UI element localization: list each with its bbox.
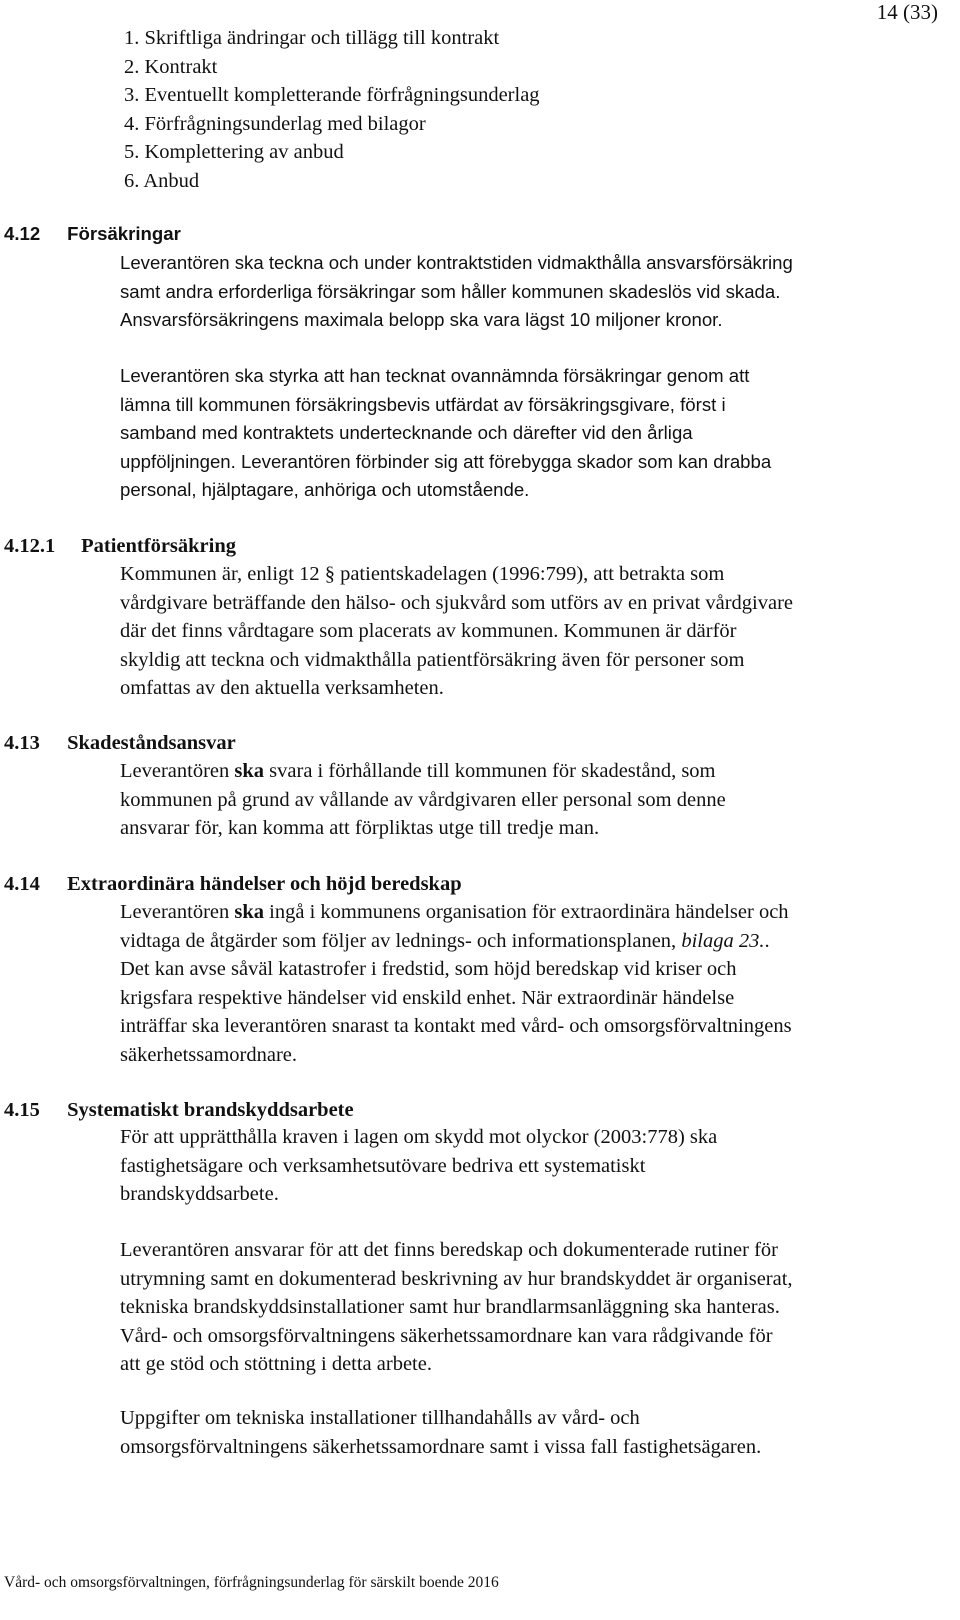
text-line: inträffar ska leverantören snarast ta kontakt med vård- och omsorgsförvaltningens — [120, 1015, 792, 1037]
text-run: svara i förhållande till kommunen för skadestånd, som — [264, 760, 716, 782]
text-line: krigsfara respektive händelser vid enskild enhet. När extraordinär händelse — [120, 986, 735, 1009]
section-title: Patientförsäkring — [81, 535, 236, 557]
section-heading-4-12 — [4, 220, 181, 248]
text-line: att ge stöd och stöttning i detta arbete. — [120, 1353, 432, 1375]
bold-text: ska — [234, 760, 265, 782]
paragraph-fire-safety-2 — [120, 1236, 940, 1379]
paragraph-patient-insurance — [120, 560, 940, 703]
section-heading-4-14 — [4, 870, 462, 898]
paragraph-insurance-2 — [120, 362, 940, 505]
bold-text: ska — [234, 901, 265, 923]
text-line: Leverantören ska teckna och under kontraktstiden vidmakthålla ansvarsförsäkring — [120, 252, 793, 273]
text-line — [120, 898, 940, 927]
section-title: Extraordinära händelser och höjd beredskap — [67, 873, 462, 895]
text-line: utrymning samt en dokumenterad beskrivning av hur brandskyddet är organiserat, — [120, 1267, 793, 1290]
text-line: Det kan avse såväl katastrofer i fredstid, som höjd beredskap vid kriser och — [120, 958, 737, 980]
text-line: Kommunen är, enligt 12 § patientskadelagen (1996:799), att betrakta som — [120, 563, 725, 585]
section-heading-4-12-1 — [4, 532, 236, 560]
text-run: vidtaga de åtgärder som följer av lednings- och informationsplanen, — [120, 929, 682, 952]
text-line: Ansvarsförsäkringens maximala belopp ska vara lägst 10 miljoner kronor. — [120, 309, 723, 330]
page-footer: Vård- och omsorgsförvaltningen, förfrågningsunderlag för särskilt boende 2016 — [4, 1574, 499, 1591]
text-line: Leverantören ska styrka att han tecknat ovannämnda försäkringar genom att — [120, 365, 750, 386]
list-item: 4. Förfrågningsunderlag med bilagor — [124, 112, 426, 135]
paragraph-fire-safety-3 — [120, 1404, 940, 1461]
list-item: 6. Anbud — [124, 169, 200, 192]
section-number: 4.13 — [4, 732, 40, 754]
document-list — [124, 24, 540, 195]
section-title: Skadeståndsansvar — [67, 732, 236, 754]
text-line: tekniska brandskyddsinstallationer samt hur brandlarmsanläggning ska hanteras. — [120, 1296, 780, 1318]
list-item: 3. Eventuellt kompletterande förfrågningsunderlag — [124, 84, 540, 106]
text-run: Leverantören — [120, 760, 235, 782]
paragraph-fire-safety-1 — [120, 1123, 940, 1209]
text-line: samband med kontraktets undertecknande och därefter vid den årliga — [120, 422, 693, 443]
text-line: kommunen på grund av vållande av vårdgivaren eller personal som denne — [120, 788, 726, 811]
text-line: säkerhetssamordnare. — [120, 1043, 298, 1066]
list-item: 1. Skriftliga ändringar och tillägg till kontrakt — [124, 27, 500, 49]
italic-text: bilaga 23. — [681, 929, 765, 952]
list-item: 2. Kontrakt — [124, 55, 218, 78]
text-line: lämna till kommunen försäkringsbevis utfärdat av försäkringsgivare, först i — [120, 393, 726, 415]
text-line: Vård- och omsorgsförvaltningens säkerhetssamordnare kan vara rådgivande för — [120, 1324, 773, 1347]
text-run: . — [764, 929, 770, 952]
text-run: ingå i kommunens organisation för extraordinära händelser och — [264, 901, 789, 923]
text-line: där det finns vårdtagare som placerats av kommunen. Kommunen är därför — [120, 620, 737, 642]
text-line: brandskyddsarbete. — [120, 1183, 279, 1205]
text-line: uppföljningen. Leverantören förbinder sig att förebygga skador som kan drabba — [120, 450, 772, 472]
section-title: Försäkringar — [67, 223, 181, 244]
text-line — [120, 927, 940, 956]
page-number: 14 (33) — [876, 0, 938, 24]
text-line: samt andra erforderliga försäkringar som håller kommunen skadeslös vid skada. — [120, 280, 781, 302]
text-line: fastighetsägare och verksamhetsutövare bedriva ett systematiskt — [120, 1154, 646, 1177]
text-line: För att upprätthålla kraven i lagen om skydd mot olyckor (2003:778) ska — [120, 1126, 718, 1148]
text-line: skyldig att teckna och vidmakthålla patientförsäkring även för personer som — [120, 648, 745, 671]
section-heading-4-13 — [4, 729, 236, 757]
text-line: personal, hjälptagare, anhöriga och utomstående. — [120, 479, 530, 500]
section-number: 4.12.1 — [4, 535, 56, 557]
paragraph-insurance-1 — [120, 249, 940, 335]
paragraph-liability — [120, 757, 940, 843]
paragraph-extraordinary-events — [120, 898, 940, 1069]
section-number: 4.15 — [4, 1099, 40, 1121]
text-line: Uppgifter om tekniska installationer tillhandahålls av vård- och — [120, 1407, 640, 1429]
section-heading-4-15 — [4, 1096, 354, 1124]
section-title: Systematiskt brandskyddsarbete — [67, 1099, 354, 1121]
text-line: omfattas av den aktuella verksamheten. — [120, 677, 444, 699]
text-line: vårdgivare beträffande den hälso- och sjukvård som utförs av en privat vårdgivare — [120, 591, 794, 614]
section-number: 4.14 — [4, 873, 40, 895]
text-line: ansvarar för, kan komma att förpliktas utge till tredje man. — [120, 817, 600, 839]
text-line: Leverantören ansvarar för att det finns beredskap och dokumenterade rutiner för — [120, 1239, 778, 1261]
text-line: omsorgsförvaltningens säkerhetssamordnare samt i vissa fall fastighetsägaren. — [120, 1435, 762, 1458]
text-run: Leverantören — [120, 901, 235, 923]
text-line — [120, 757, 940, 786]
section-number: 4.12 — [4, 223, 41, 244]
list-item: 5. Komplettering av anbud — [124, 141, 344, 163]
